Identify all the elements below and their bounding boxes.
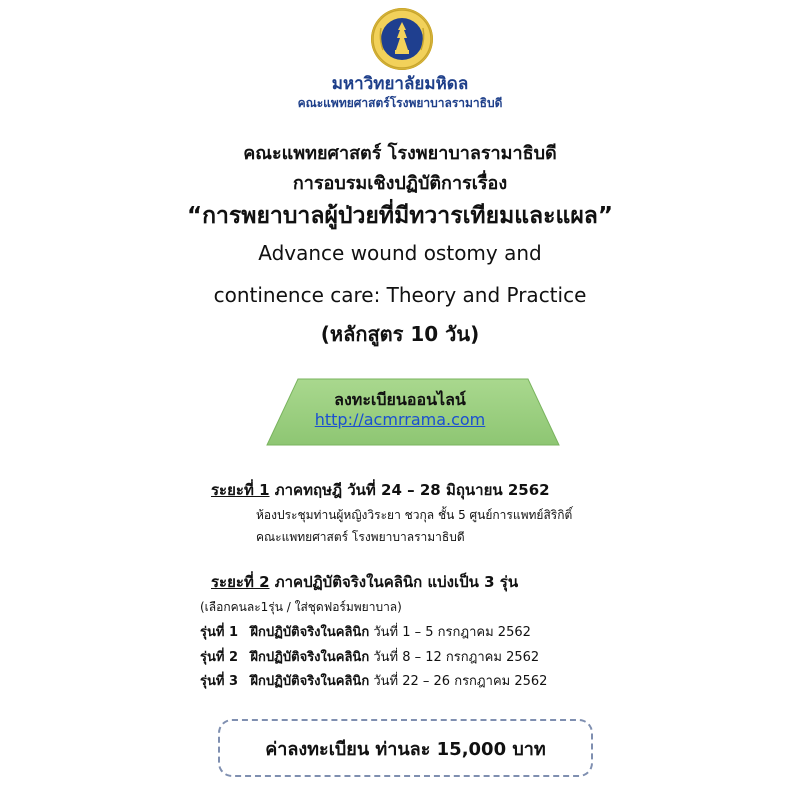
phase2-note: (เลือกคนละ1รุ่น / ใส่ชุดฟอร์มพยาบาล) — [200, 600, 402, 614]
registration-fee: ค่าลงทะเบียน ท่านละ 15,000 บาท — [265, 738, 546, 760]
batch-date: วันที่ 22 – 26 กรกฎาคม 2562 — [373, 674, 548, 689]
course-title-thai: “การพยาบาลผู้ป่วยที่มีทวารเทียมและแผล” — [186, 203, 614, 229]
course-title-english-2: continence care: Theory and Practice — [213, 283, 587, 307]
phase1-venue-line2: คณะแพทยศาสตร์ โรงพยาบาลรามาธิบดี — [256, 530, 465, 544]
batch-activity: ฝึกปฏิบัติจริงในคลินิก — [250, 650, 370, 665]
title-line-2: การอบรมเชิงปฏิบัติการเรื่อง — [292, 173, 508, 194]
registration-label: ลงทะเบียนออนไลน์ — [334, 390, 466, 409]
fee-box — [218, 719, 593, 777]
batch-activity: ฝึกปฏิบัติจริงในคลินิก — [250, 625, 370, 640]
registration-link[interactable]: http://acmrrama.com — [314, 410, 486, 429]
course-duration: (หลักสูตร 10 วัน) — [320, 322, 480, 346]
batch-label: รุ่นที่ 2 — [200, 650, 239, 665]
university-name: มหาวิทยาลัยมหิดล — [331, 74, 469, 94]
course-title-english-1: Advance wound ostomy and — [258, 241, 542, 265]
batch-label: รุ่นที่ 3 — [200, 674, 239, 689]
batch-date: วันที่ 1 – 5 กรกฎาคม 2562 — [373, 625, 531, 640]
phase1-heading — [211, 478, 550, 502]
mahidol-seal-icon — [371, 8, 433, 70]
phase1-title: ภาคทฤษฎี วันที่ 24 – 28 มิถุนายน 2562 — [274, 481, 550, 499]
batch-row — [200, 646, 539, 667]
title-line-1: คณะแพทยศาสตร์ โรงพยาบาลรามาธิบดี — [243, 143, 557, 164]
phase1-label: ระยะที่ 1 — [211, 481, 270, 499]
phase2-title: ภาคปฏิบัติจริงในคลินิก แบ่งเป็น 3 รุ่น — [274, 573, 519, 591]
batch-label: รุ่นที่ 1 — [200, 625, 239, 640]
batch-row — [200, 670, 547, 691]
phase2-label: ระยะที่ 2 — [211, 573, 270, 591]
phase2-heading — [211, 570, 518, 594]
batch-activity: ฝึกปฏิบัติจริงในคลินิก — [250, 674, 370, 689]
faculty-name: คณะแพทยศาสตร์โรงพยาบาลรามาธิบดี — [297, 96, 503, 110]
batch-row — [200, 621, 531, 642]
phase1-venue-line1: ห้องประชุมท่านผู้หญิงวิระยา ชวกุล ชั้น 5 ศูนย์การแพทย์สิริกิติ์ — [256, 508, 573, 522]
batch-date: วันที่ 8 – 12 กรกฎาคม 2562 — [373, 650, 540, 665]
